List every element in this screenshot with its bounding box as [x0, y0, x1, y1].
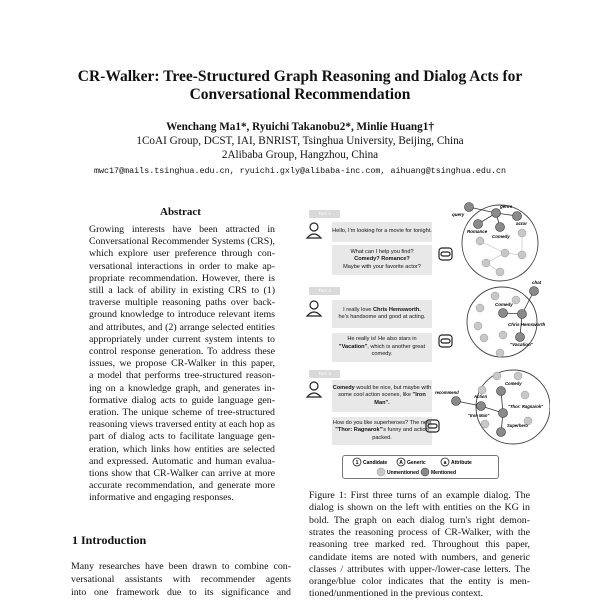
message-entity: Comedy? Romance? [354, 256, 410, 263]
message-text: Hello, I'm looking for a movie for tonight. [332, 228, 432, 235]
turn-label: Turn 3 [309, 370, 340, 378]
message-entity: Comedy [332, 384, 355, 391]
graph-label: chat [532, 280, 542, 285]
turn-label: Turn 2 [309, 287, 340, 295]
figure-graphics [300, 200, 550, 460]
graph-label: Comedy [505, 381, 522, 386]
text-line: Conversational Recommender Systems (CRS), [89, 236, 275, 248]
text-line: versational assistants with recommender agents [71, 574, 291, 585]
message-entity: "Iron Man". [374, 392, 426, 406]
message-text: I really love [343, 306, 372, 313]
graph-label: Action [474, 394, 488, 399]
text-line: formative dialog acts to guide language gen- [89, 394, 275, 406]
message-entity: "Vacation" [338, 343, 368, 350]
unmentioned-swatch [377, 468, 385, 476]
paper-title-line1: CR-Walker: Tree-Structured Graph Reasoning and Dialog Acts for [77, 68, 523, 85]
graph-label: Comedy [495, 302, 513, 307]
text-line: dialog is shown on the left with entities on the KG in [309, 502, 530, 514]
text-line: tions show that CR-Walker can arrive at more [89, 468, 275, 479]
text-line: control response generation. To address these [89, 346, 275, 357]
message-text: he's handsome and good at acting. [338, 314, 426, 320]
paper-title-line2: Conversational Recommendation [189, 86, 411, 103]
text-line: into one framework due to its significance and [71, 587, 291, 598]
kg-graph-turn3 [435, 370, 550, 444]
text-line: candidate items are noted with numbers, and generic [309, 551, 530, 563]
text-line: issues, we propose CR-Walker in this paper, [89, 358, 275, 370]
message-text: How do you like superheroes? The new [332, 419, 432, 426]
legend-unmentioned: Unmentioned [387, 470, 419, 476]
text-line: a model that performs tree-structured reason- [89, 370, 275, 382]
text-line: which explore user preference through con- [89, 248, 275, 260]
user-icon [307, 223, 321, 397]
message-text: He really is! He also stars in [347, 336, 417, 343]
figure-legend [342, 455, 499, 479]
text-line: eration. The unique scheme of tree-structured [89, 407, 275, 418]
message-text: , which is another great comedy. [367, 343, 426, 358]
introduction-heading: 1 Introduction [72, 533, 147, 547]
graph-label: "Iron Man" [468, 413, 490, 418]
legend-mentioned: Mentioned [431, 470, 456, 476]
text-line: traverse multiple reasoning paths over back- [89, 297, 275, 309]
affiliation-1: 1CoAI Group, DCST, IAI, BNRIST, Tsinghua University, Beijing, China [136, 135, 464, 147]
text-line: Figure 1: First three turns of an example dialog. The [309, 490, 530, 501]
text-line: reasoning tree marked red. Throughout this paper, [309, 539, 530, 551]
text-line: tioned/unmentioned in the previous context. [309, 588, 484, 600]
text-line: strates the reasoning process of CR-Walker, with the [309, 526, 530, 538]
text-line: versational interactions in order to make ap- [89, 260, 275, 272]
kg-graph-turn2 [467, 280, 546, 357]
message-text: Maybe with your favorite actor? [343, 263, 421, 270]
text-line: Many researches have been drawn to combine con- [71, 561, 291, 572]
graph-label: "Vacation" [510, 342, 533, 347]
text-line: appropriately under current system intents to [89, 333, 275, 345]
graph-label: Romance [467, 229, 488, 234]
graph-label: Chris Hemsworth [508, 322, 546, 327]
text-line: Growing interests have been attracted in [89, 224, 275, 235]
kg-graph-turn1 [452, 203, 538, 282]
text-line: ground knowledge to introduce relevant items [89, 309, 275, 321]
mentioned-swatch [421, 468, 429, 476]
text-line: propriate recommendation. However, there is [89, 272, 275, 284]
candidate-glyph: 1 [355, 460, 359, 466]
message-entity: "Thor: Ragnarok" [335, 427, 383, 434]
graph-label: actor [516, 221, 528, 226]
text-line: informative and engaging responses. [89, 492, 234, 504]
graph-label: Superhero [507, 423, 528, 428]
turn-label: Turn 1 [309, 210, 340, 218]
affiliation-2: 2Alibaba Group, Hangzhou, China [221, 149, 379, 161]
text-line: accurate recommendation, and generate more [89, 480, 275, 492]
message-text: 's funny and action packed. [372, 427, 429, 441]
legend-candidate: Candidate [363, 460, 388, 466]
message-text: What can I help you find? [350, 248, 414, 255]
text-line: classes / attributes with upper-/lower-case letters. The [309, 563, 530, 575]
robot-icon [426, 248, 452, 432]
graph-label: "Thor: Ragnarok" [508, 404, 544, 409]
graph-label: query [452, 212, 465, 217]
text-line: reasoning views traversed entity at each hop as [89, 419, 275, 431]
graph-label: recommend [435, 390, 459, 395]
message-entity: Chris Hemsworth. [372, 306, 421, 313]
authors: Wenchang Ma1*, Ryuichi Takanobu2*, Minlie Huang1† [166, 121, 434, 133]
text-line: bold. The graph on each dialog turn's right demon- [309, 514, 530, 526]
text-line: part of dialog acts to facilitate language gen- [89, 431, 275, 443]
text-line: eration, which links how entities are selected [89, 443, 275, 455]
generic-glyph: A [399, 460, 403, 466]
legend-generic: Generic [407, 460, 426, 466]
text-line: still a lack of ability in existing CRS to (1) [89, 285, 275, 296]
legend-attribute: Attribute [451, 460, 472, 466]
text-line: and expressed. Automatic and human evalua- [89, 455, 275, 467]
abstract-heading: Abstract [160, 206, 201, 218]
text-line: and attributes, and (2) arrange selected entities [89, 321, 275, 333]
attribute-glyph: a [443, 460, 447, 466]
text-line: orange/blue color indicates that the entity is men- [309, 576, 530, 588]
graph-label: Comedy [492, 234, 510, 239]
text-line: ing on a knowledge graph, and generates in- [89, 382, 275, 394]
emails: mwc17@mails.tsinghua.edu.cn, ryuichi.gxly@alibaba-inc.com, aihuang@tsinghua.edu.cn [93, 166, 507, 176]
message-text: would be nice, but maybe with some cool action scenes, like [338, 384, 432, 399]
graph-label: genre [500, 204, 513, 209]
